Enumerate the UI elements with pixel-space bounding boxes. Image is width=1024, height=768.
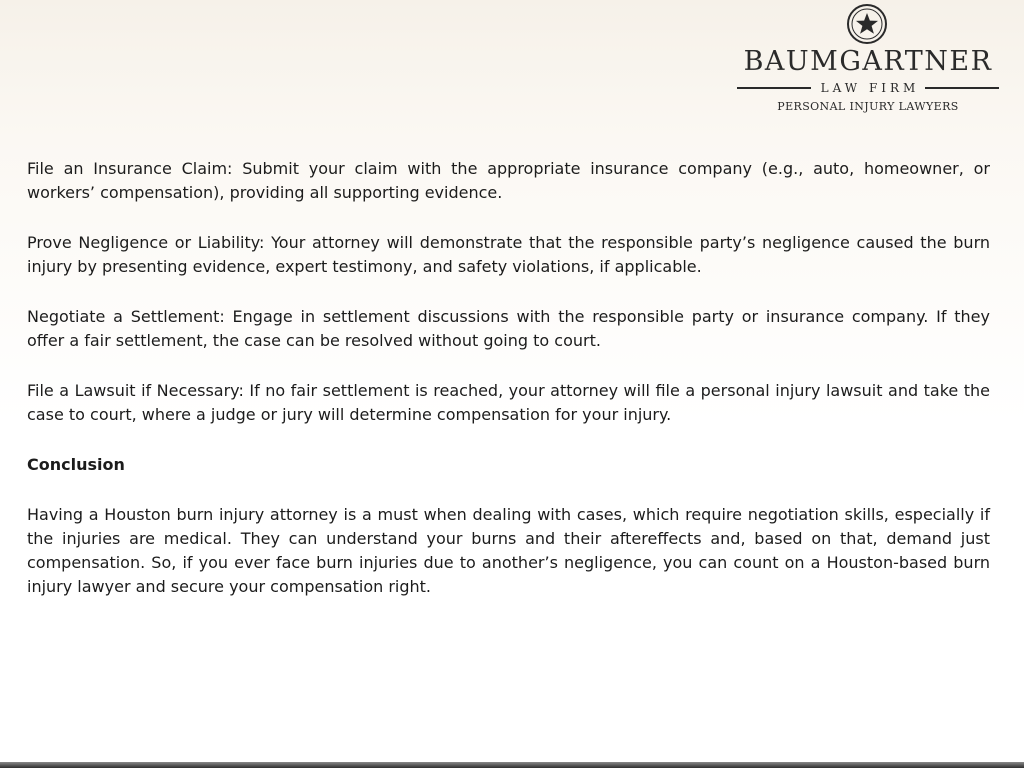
logo-subtitle: LAW FIRM — [820, 81, 920, 95]
paragraph-insurance-claim: File an Insurance Claim: Submit your claim with the appropriate insurance company (e.g., auto, homeowner, or workers’ compensation), providing all supporting evidence. — [27, 159, 990, 202]
logo-name: BAUMGARTNER — [743, 46, 993, 77]
conclusion-heading: Conclusion — [27, 455, 125, 474]
logo-subtitle-row — [726, 78, 1010, 98]
footer-divider — [0, 762, 1024, 768]
conclusion-paragraph: Having a Houston burn injury attorney is a must when dealing with cases, which require negotiation skills, especially if the injuries are medical. They can understand your burns and their aftereffects and, based on that, demand just compensation. So, if you ever face burn injuries due to another’s negligence, you can count on a Houston-based burn injury lawyer and secure your compensation right. — [27, 505, 990, 596]
paragraph-prove-negligence: Prove Negligence or Liability: Your attorney will demonstrate that the responsible party’s negligence caused the burn injury by presenting evidence, expert testimony, and safety violations, if applicable. — [27, 233, 990, 276]
star-emblem-icon — [845, 2, 889, 46]
firm-logo — [726, 2, 1010, 120]
paragraph-file-lawsuit: File a Lawsuit if Necessary: If no fair settlement is reached, your attorney will file a personal injury lawsuit and take the case to court, where a judge or jury will determine compensation for your injury. — [27, 381, 990, 424]
logo-tagline: PERSONAL INJURY LAWYERS — [777, 100, 959, 113]
main-content — [27, 157, 990, 625]
logo-rule-left — [737, 87, 811, 89]
paragraph-negotiate-settlement: Negotiate a Settlement: Engage in settlement discussions with the responsible party or insurance company. If they offer a fair settlement, the case can be resolved without going to court. — [27, 307, 990, 350]
logo-rule-right — [925, 87, 999, 89]
